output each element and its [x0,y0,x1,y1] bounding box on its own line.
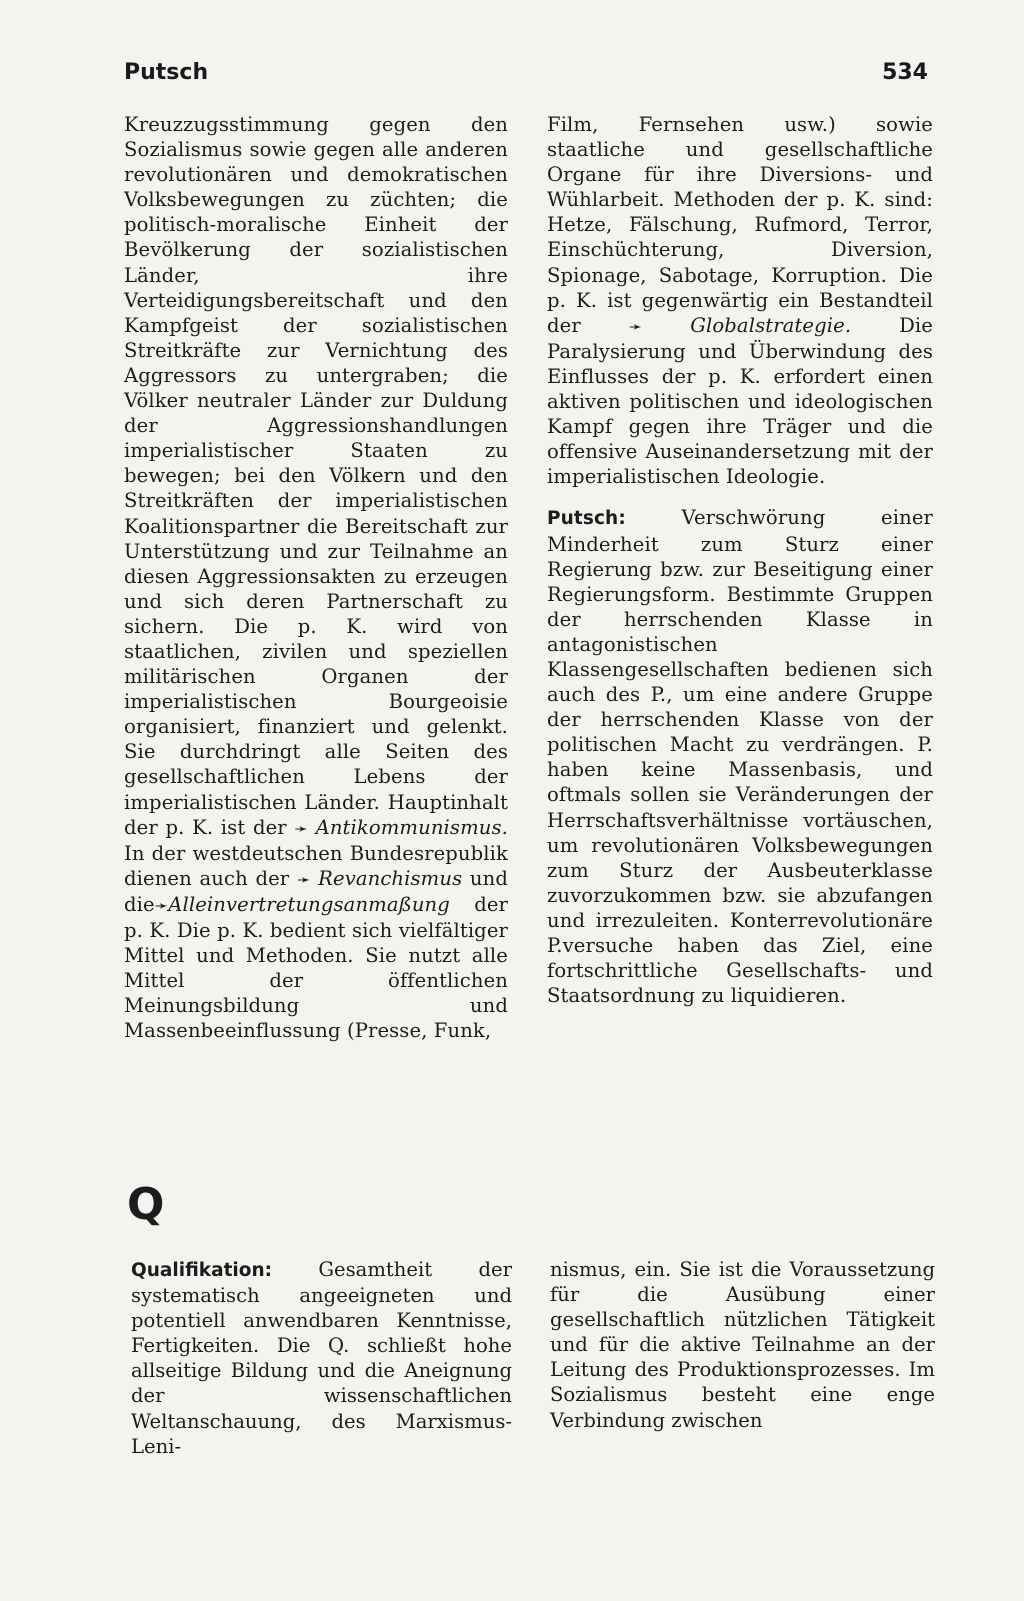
page-number: 534 [882,60,928,85]
cross-reference-antikommunismus[interactable]: Antikommunismus. [315,815,508,839]
entry-continuation [547,112,933,489]
column-left [124,112,508,1043]
body-text: Die Paralysierung und Überwindung des Einflusses der p. K. erfordert einen aktiven politischen und ideologischen Kampf gegen ihre Träger und die offensive Auseinandersetzung mit der imperialistischen Ideologie. [547,313,933,489]
cross-reference-revanchismus[interactable]: Revanchismus [318,866,463,890]
entry-qualifikation-right [550,1257,935,1433]
body-text: der p. K. Die p. K. bedient sich vielfältiger Mittel und Methoden. Sie nutzt alle Mittel der öffentlichen Meinungsbildung und Massenbeeinflussung (Presse, Funk, [124,892,508,1043]
entry-definition: Verschwörung einer Minderheit zum Sturz einer Regierung bzw. zur Beseitigung einer Regierungsform. Bestimmte Gruppen der herrschenden Klasse in antagonistischen Klassengesellschaften bedienen sich auch des P., um eine andere Gruppe der herrschenden Klasse von der politischen Macht zu verdrängen. P. haben keine Massenbasis, und oftmals sollen sie Veränderungen der Herrschaftsverhältnisse vortäuschen, um revolutionären Volksbewegungen zum Sturz der Ausbeuterklasse zuvorzukommen bzw. sie abzufangen und irrezuleiten. Konterrevolutionäre P.versuche haben das Ziel, eine fortschrittliche Gesellschafts- und Staatsordnung zu liquidieren. [547,506,933,1008]
cross-reference-globalstrategie[interactable]: Globalstrategie. [690,313,852,337]
entry-term: Putsch: [547,508,626,530]
cross-reference-alleinvertretungsanmassung[interactable]: Alleinvertretungsanmaßung [168,892,450,916]
entry-continuation [124,112,508,1043]
entry-qualifikation-left [131,1257,512,1459]
cross-reference-arrow-icon: ➛ [628,316,643,336]
body-text: Film, Fernsehen usw.) sowie staatliche und gesellschaftliche Organe für ihre Diversions- und Wühlarbeit. Methoden der p. K. sind: Hetze, Fälschung, Rufmord, Terror, Einschüchterung, Diversion, Spionage, Sabotage, Korruption. Die p. K. ist gegenwärtig ein Bestandteil der [547,113,933,337]
body-text: und die [124,866,508,916]
body-text: In der westdeutschen Bundesrepublik dienen auch der [124,841,508,890]
entry-definition: nismus, ein. Sie ist die Voraussetzung für die Ausübung einer gesellschaftlich nützlichen Tätigkeit und für die aktive Teilnahme an der Leitung des Produktionsprozesses. Im Sozialismus besteht eine enge Verbindung zwischen [550,1258,935,1432]
body-text: Kreuzzugsstimmung gegen den Sozialismus sowie gegen alle anderen revolutionären und demokratischen Volksbewegungen zu züchten; die politisch-moralische Einheit der Bevölkerung der sozialistischen Länder, ihre Verteidigungsbereitschaft und den Kampfgeist der sozialistischen Streitkräfte zur Vernichtung des Aggressors zu untergraben; die Völker neutraler Länder zur Duldung der Aggressionshandlungen imperialistischer Staaten zu bewegen; bei den Völkern und den Streitkräften der imperialistischen Koalitionspartner die Bereitschaft zur Unterstützung und zur Teilnahme an diesen Aggressionsakten zu erzeugen und sich deren Partnerschaft zu sichern. Die p. K. wird von staatlichen, zivilen und speziellen militärischen Organen der imperialistischen Bourgeoisie organisiert, finanziert und gelenkt. Sie durchdringt alle Seiten des gesellschaftlichen Lebens der imperialistischen Länder. Hauptinhalt der p. K. ist der [124,113,508,839]
entry-definition: Gesamtheit der systematisch angeeigneten und potentiell anwendbaren Kenntnisse, Fertigkeiten. Die Q. schließt hohe allseitige Bildung und die Aneignung der wissenschaftlichen Weltanschauung, des Marxismus-Leni- [131,1258,512,1458]
section-letter: Q [127,1179,165,1230]
column-right [547,112,933,1008]
entry-putsch [547,505,933,1008]
running-head-term: Putsch [124,60,209,85]
cross-reference-arrow-icon: ➛ [294,818,308,838]
cross-reference-arrow-icon: ➛ [154,895,169,915]
entry-term: Qualifikation: [131,1260,273,1281]
cross-reference-arrow-icon: ➛ [296,869,311,889]
